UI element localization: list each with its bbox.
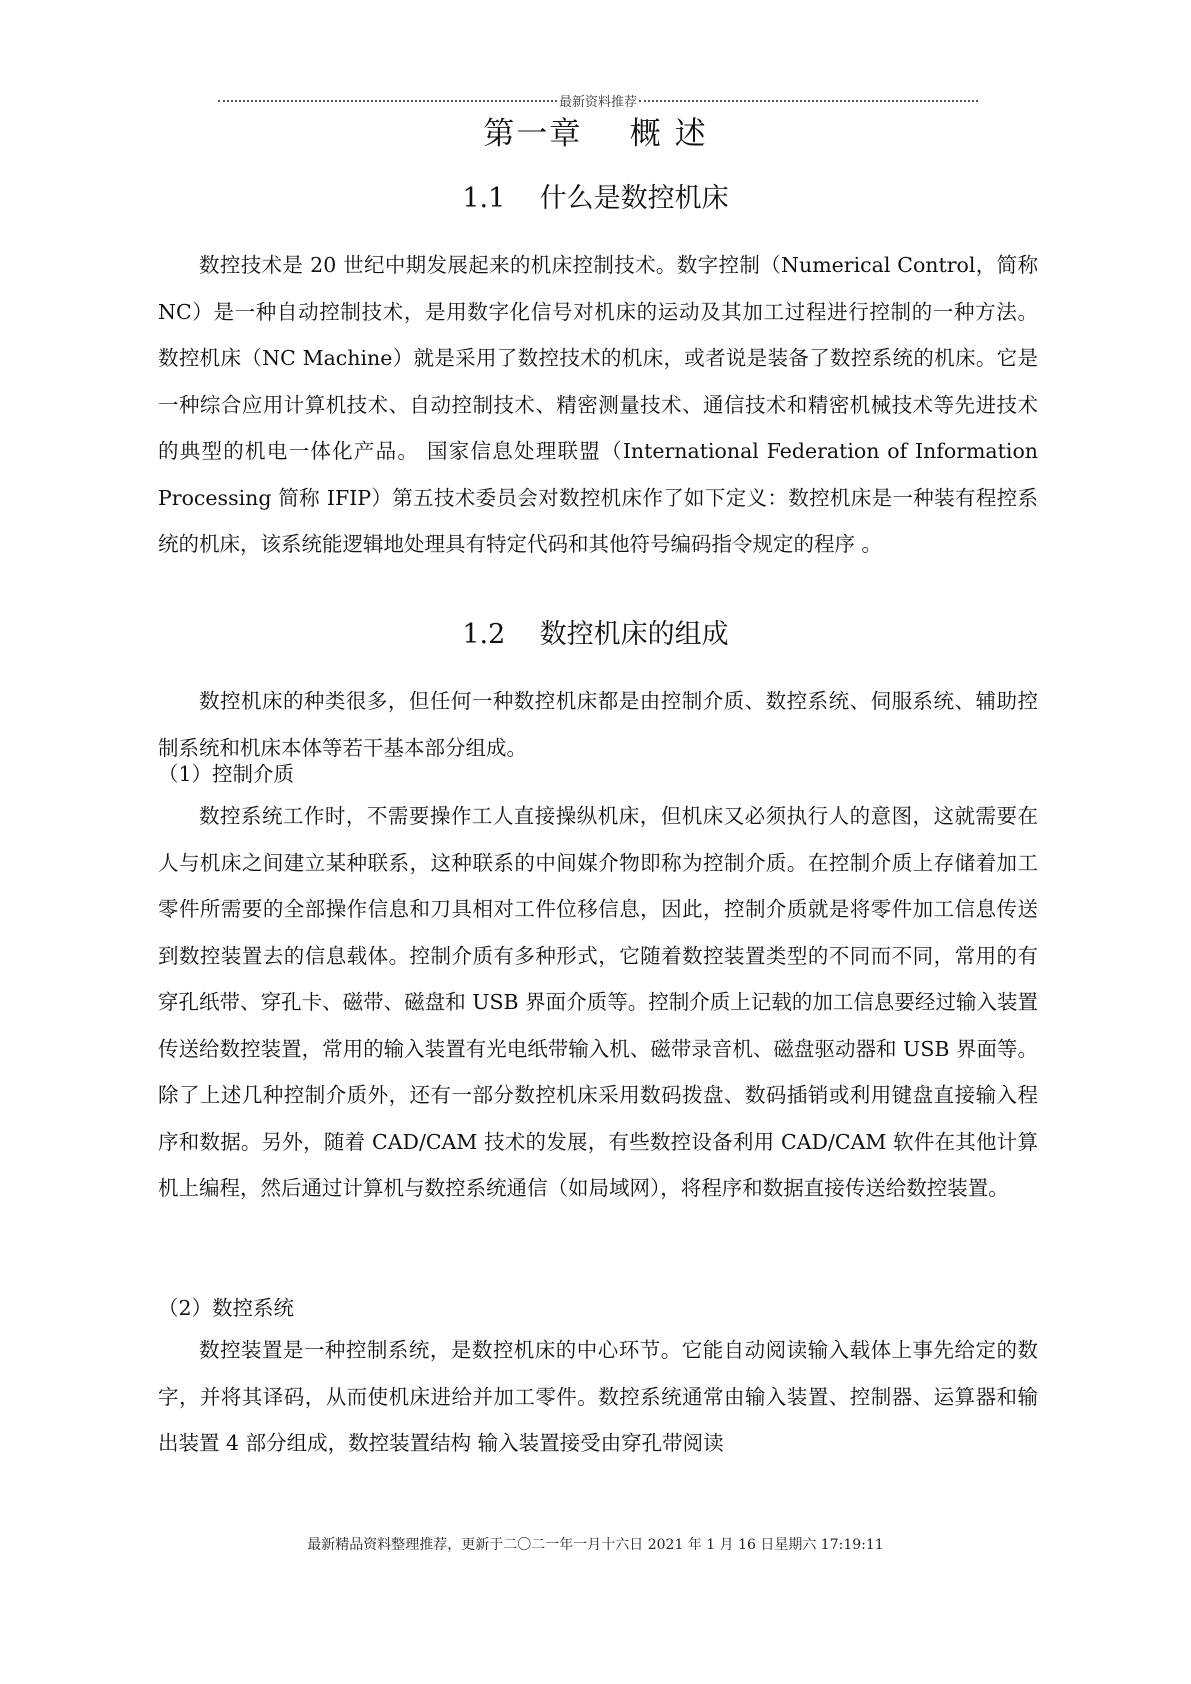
section-1-1-paragraph: 数控技术是 20 世纪中期发展起来的机床控制技术。数字控制（Numerical Control，简称 NC）是一种自动控制技术，是用数字化信号对机床的运动及其加工过程进行控制的一种方法。 数控机床（NC Machine）就是采用了数控技术的机床，或者说是装备了数控系统的机床。它是一种综合应用计算机技术、自动控制技术、精密测量技术、通信技术和精密机械技术等先进技术的典型的机电一体化产品。 国家信息处理联盟（International Federation of Information Processing 简称 IFIP）第五技术委员会对数控机床作了如下定义：数控机床是一种装有程控系统的机床，该系统能逻辑地处理具有特定代码和其他符号编码指令规定的程序 。 bbox=[158, 253, 1038, 556]
subsection-label-control-medium: （1）控制介质 bbox=[158, 762, 295, 786]
control-medium-paragraph: 数控系统工作时，不需要操作工人直接操纵机床，但机床又必须执行人的意图，这就需要在人与机床之间建立某种联系，这种联系的中间媒介物即称为控制介质。在控制介质上存储着加工零件所需要的全部操作信息和刀具相对工件位移信息，因此，控制介质就是将零件加工信息传送到数控装置去的信息载体。控制介质有多种形式，它随着数控装置类型的不同而不同，常用的有穿孔纸带、穿孔卡、磁带、磁盘和 USB 界面介质等。控制介质上记载的加工信息要经过输入装置传送给数控装置，常用的输入装置有光电纸带输入机、磁带录音机、磁盘驱动器和 USB 界面等。 除了上述几种控制介质外，还有一部分数控机床采用数码拨盘、数码插销或利用键盘直接输入程序和数据。另外，随着 CAD/CAM 技术的发展，有些数控设备利用 CAD/CAM 软件在其他计算机上编程，然后通过计算机与数控系统通信（如局域网），将程序和数据直接传送给数控装置。 bbox=[158, 804, 1038, 1200]
header-dotted-rule-left bbox=[218, 100, 557, 102]
page-footer: 最新精品资料整理推荐，更新于二〇二一年一月十六日 2021 年 1 月 16 日星期六 17:19:11 bbox=[307, 1537, 884, 1553]
section-heading-1-1: 1.1 什么是数控机床 bbox=[462, 183, 729, 214]
subsection-label-nc-system: （2）数控系统 bbox=[158, 1296, 295, 1320]
nc-system-paragraph: 数控装置是一种控制系统，是数控机床的中心环节。它能自动阅读输入载体上事先给定的数字，并将其译码，从而使机床进给并加工零件。数控系统通常由输入装置、控制器、运算器和输出装置 4 部分组成，数控装置结构 输入装置接受由穿孔带阅读 bbox=[158, 1338, 1038, 1455]
chapter-title: 第一章 概 述 bbox=[483, 116, 708, 152]
header-dotted-rule-right bbox=[639, 100, 978, 102]
header-text: 最新资料推荐 bbox=[559, 94, 638, 110]
section-1-2-intro-paragraph: 数控机床的种类很多，但任何一种数控机床都是由控制介质、数控系统、伺服系统、辅助控制系统和机床本体等若干基本部分组成。 bbox=[158, 689, 1038, 760]
section-heading-1-2: 1.2 数控机床的组成 bbox=[462, 619, 729, 650]
